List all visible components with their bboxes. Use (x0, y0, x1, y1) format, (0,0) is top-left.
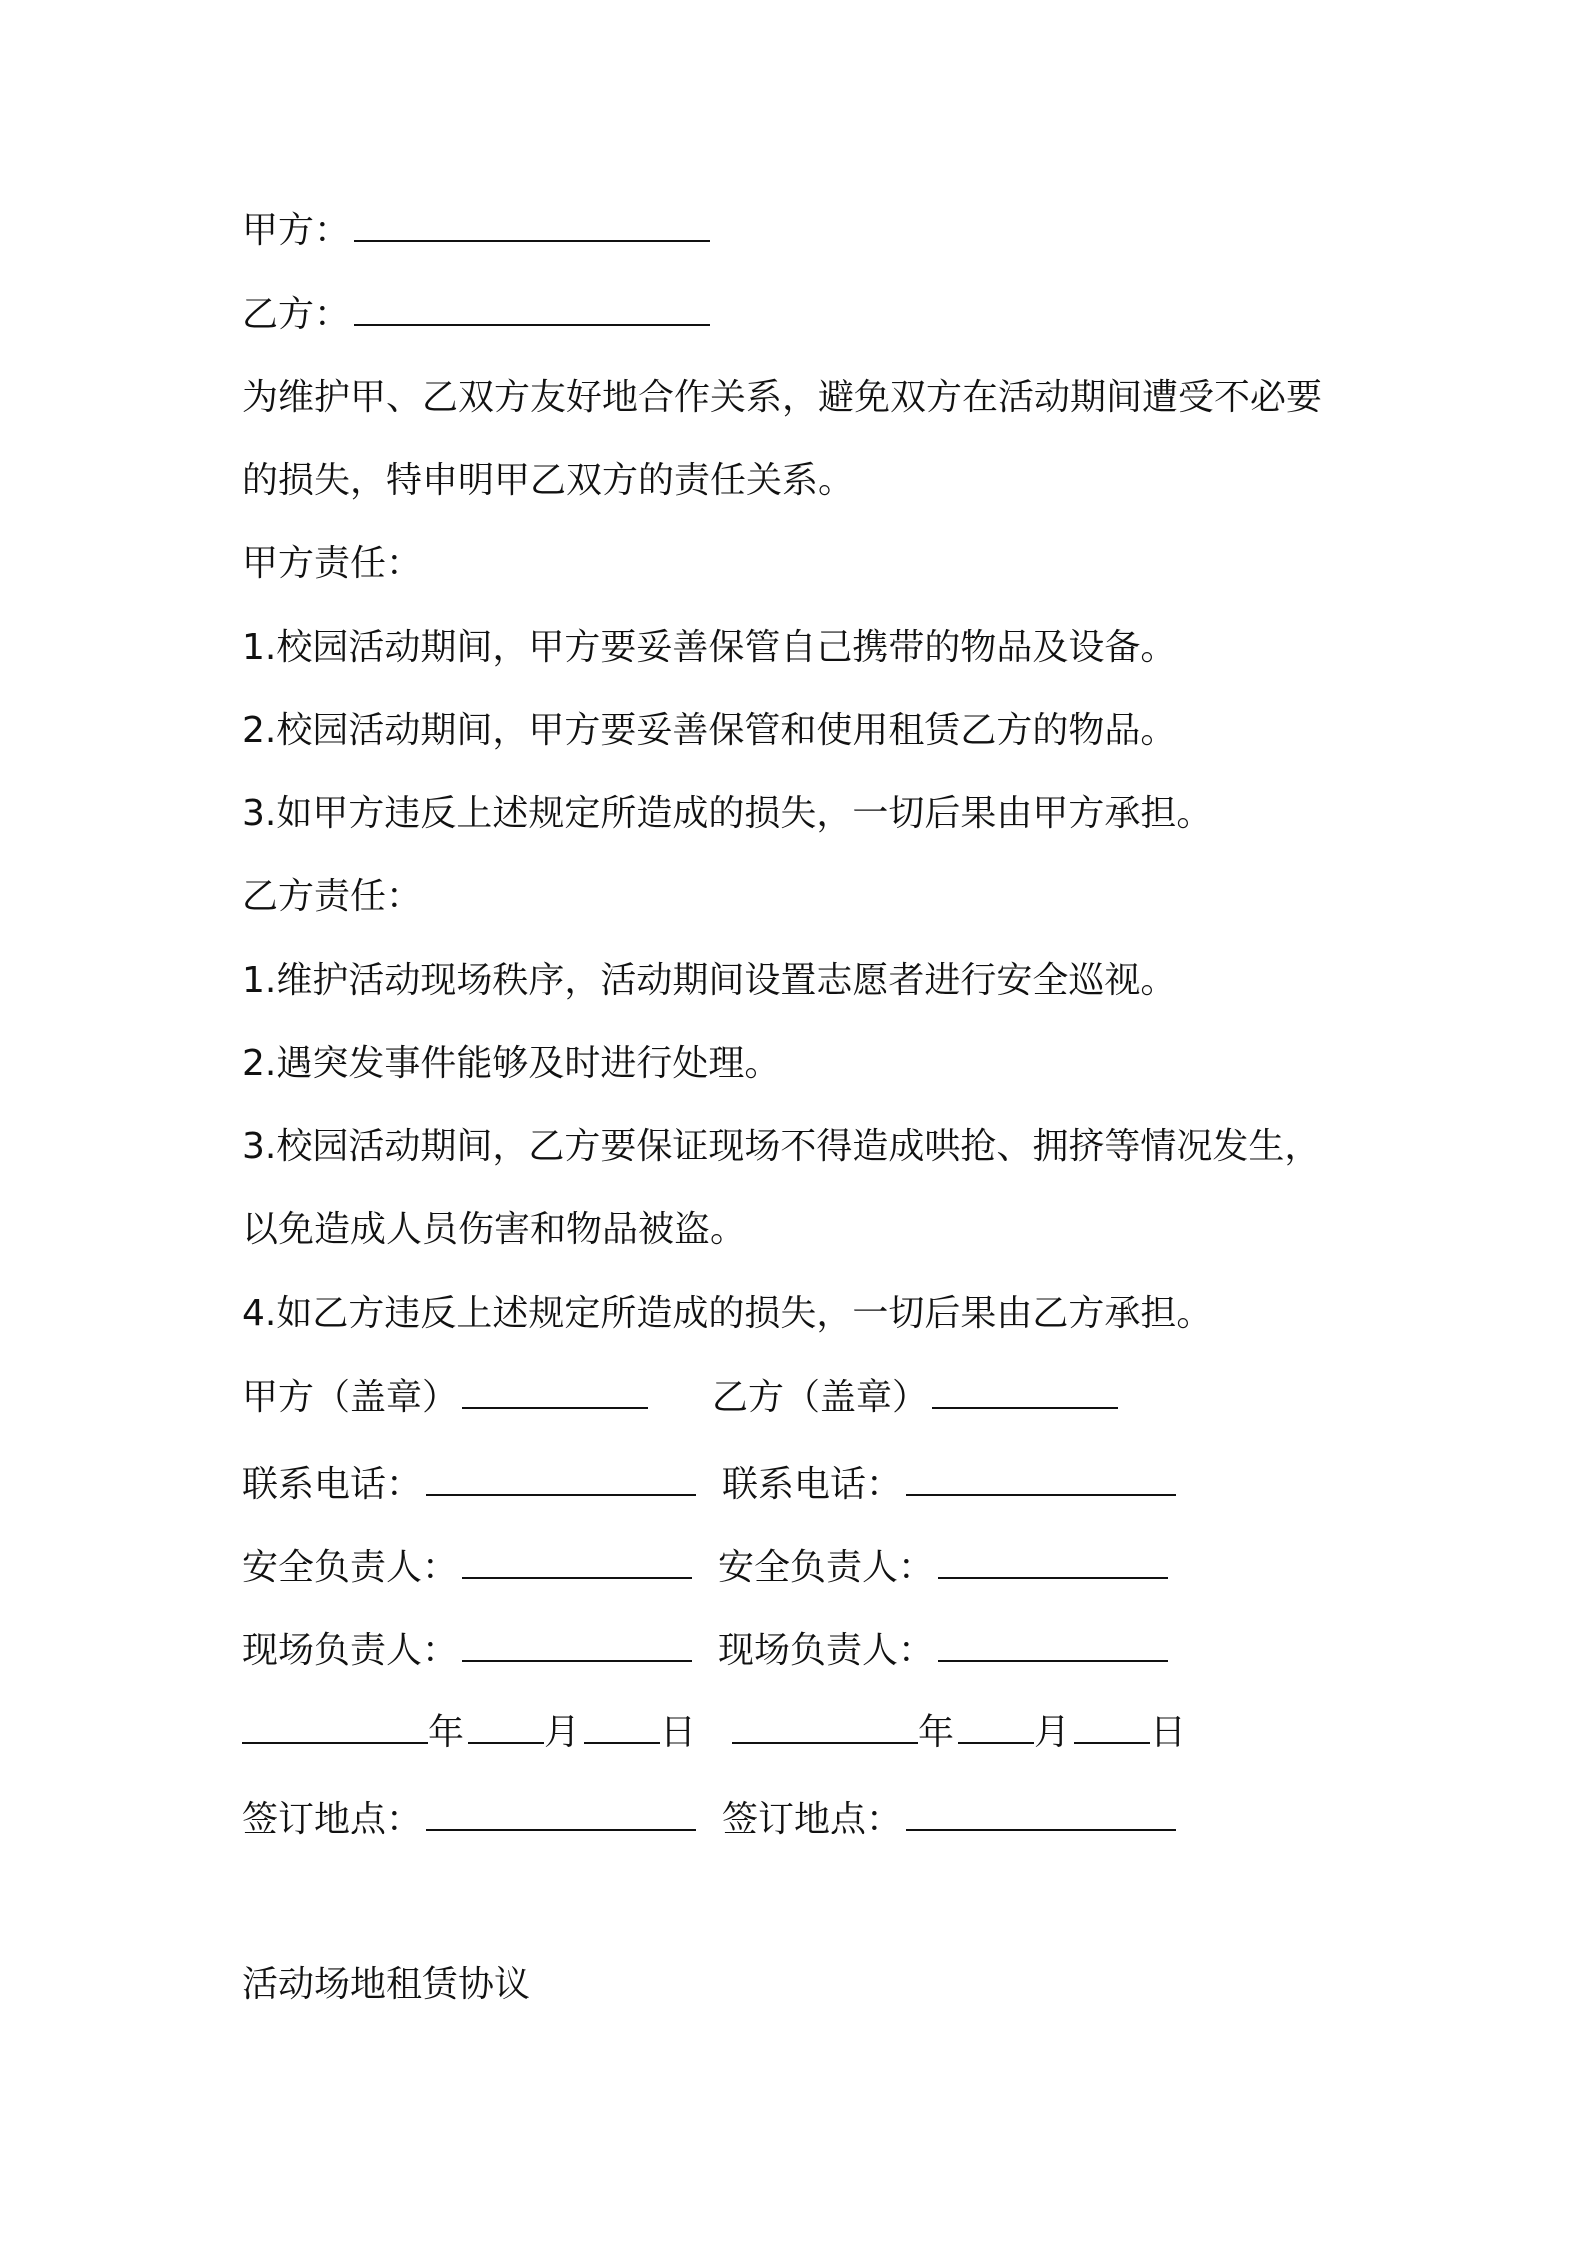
party-a-label: 甲方： (242, 210, 351, 251)
next-document-title: 活动场地租赁协议 (242, 1964, 531, 2005)
phone-b-field (722, 1462, 1176, 1508)
seal-b-label: 乙方（盖章） (712, 1377, 929, 1418)
date-a-month-label: 月 (544, 1712, 581, 1753)
location-a-label: 签订地点： (242, 1799, 423, 1840)
location-a-blank (426, 1799, 696, 1831)
seal-a-field (242, 1375, 648, 1421)
party-b-duties-heading: 乙方责任： (242, 876, 423, 917)
seal-b-field (712, 1375, 1118, 1421)
party-b-label: 乙方： (242, 294, 351, 335)
date-a-field (242, 1710, 696, 1756)
date-b-year-label: 年 (918, 1712, 955, 1753)
date-a-day-blank (584, 1712, 660, 1744)
site-manager-b-blank (938, 1630, 1168, 1662)
intro-line-2: 的损失，特申明甲乙双方的责任关系。 (242, 460, 855, 501)
phone-a-field (242, 1462, 696, 1508)
party-a-duty-item: 1.校园活动期间，甲方要妥善保管自己携带的物品及设备。 (242, 627, 1177, 668)
party-a-duty-item: 3.如甲方违反上述规定所造成的损失，一切后果由甲方承担。 (242, 793, 1213, 834)
seal-a-blank (462, 1377, 648, 1409)
date-b-day-blank (1074, 1712, 1150, 1744)
site-manager-a-label: 现场负责人： (242, 1630, 459, 1671)
date-b-year-blank (732, 1712, 918, 1744)
safety-manager-a-label: 安全负责人： (242, 1547, 459, 1588)
phone-a-blank (426, 1464, 696, 1496)
location-a-field (242, 1797, 696, 1843)
location-b-label: 签订地点： (722, 1799, 903, 1840)
date-b-month-label: 月 (1034, 1712, 1071, 1753)
date-b-month-blank (958, 1712, 1034, 1744)
site-manager-a-blank (462, 1630, 692, 1662)
party-b-duty-item: 3.校园活动期间，乙方要保证现场不得造成哄抢、拥挤等情况发生， (242, 1126, 1321, 1167)
safety-manager-a-blank (462, 1547, 692, 1579)
date-b-day-label: 日 (1150, 1712, 1187, 1753)
party-b-duty-item: 1.维护活动现场秩序，活动期间设置志愿者进行安全巡视。 (242, 960, 1177, 1001)
party-a-blank (354, 210, 710, 242)
location-b-field (722, 1797, 1176, 1843)
seal-b-blank (932, 1377, 1118, 1409)
safety-manager-a-field (242, 1545, 692, 1591)
party-b-blank (354, 294, 710, 326)
safety-manager-b-field (718, 1545, 1168, 1591)
party-a-line (242, 208, 710, 254)
seal-a-label: 甲方（盖章） (242, 1377, 459, 1418)
party-b-duty-item: 以免造成人员伤害和物品被盗。 (242, 1209, 747, 1250)
phone-a-label: 联系电话： (242, 1464, 423, 1505)
site-manager-b-field (718, 1628, 1168, 1674)
date-b-field (732, 1710, 1186, 1756)
site-manager-a-field (242, 1628, 692, 1674)
date-a-year-blank (242, 1712, 428, 1744)
party-b-duty-item: 4.如乙方违反上述规定所造成的损失，一切后果由乙方承担。 (242, 1293, 1213, 1334)
date-a-day-label: 日 (660, 1712, 697, 1753)
safety-manager-b-blank (938, 1547, 1168, 1579)
party-b-line (242, 292, 710, 338)
location-b-blank (906, 1799, 1176, 1831)
intro-line-1: 为维护甲、乙双方友好地合作关系，避免双方在活动期间遭受不必要 (242, 377, 1323, 418)
phone-b-blank (906, 1464, 1176, 1496)
safety-manager-b-label: 安全负责人： (718, 1547, 935, 1588)
party-b-duty-item: 2.遇突发事件能够及时进行处理。 (242, 1043, 781, 1084)
date-a-year-label: 年 (428, 1712, 465, 1753)
site-manager-b-label: 现场负责人： (718, 1630, 935, 1671)
phone-b-label: 联系电话： (722, 1464, 903, 1505)
party-a-duty-item: 2.校园活动期间，甲方要妥善保管和使用租赁乙方的物品。 (242, 710, 1177, 751)
date-a-month-blank (468, 1712, 544, 1744)
party-a-duties-heading: 甲方责任： (242, 543, 423, 584)
